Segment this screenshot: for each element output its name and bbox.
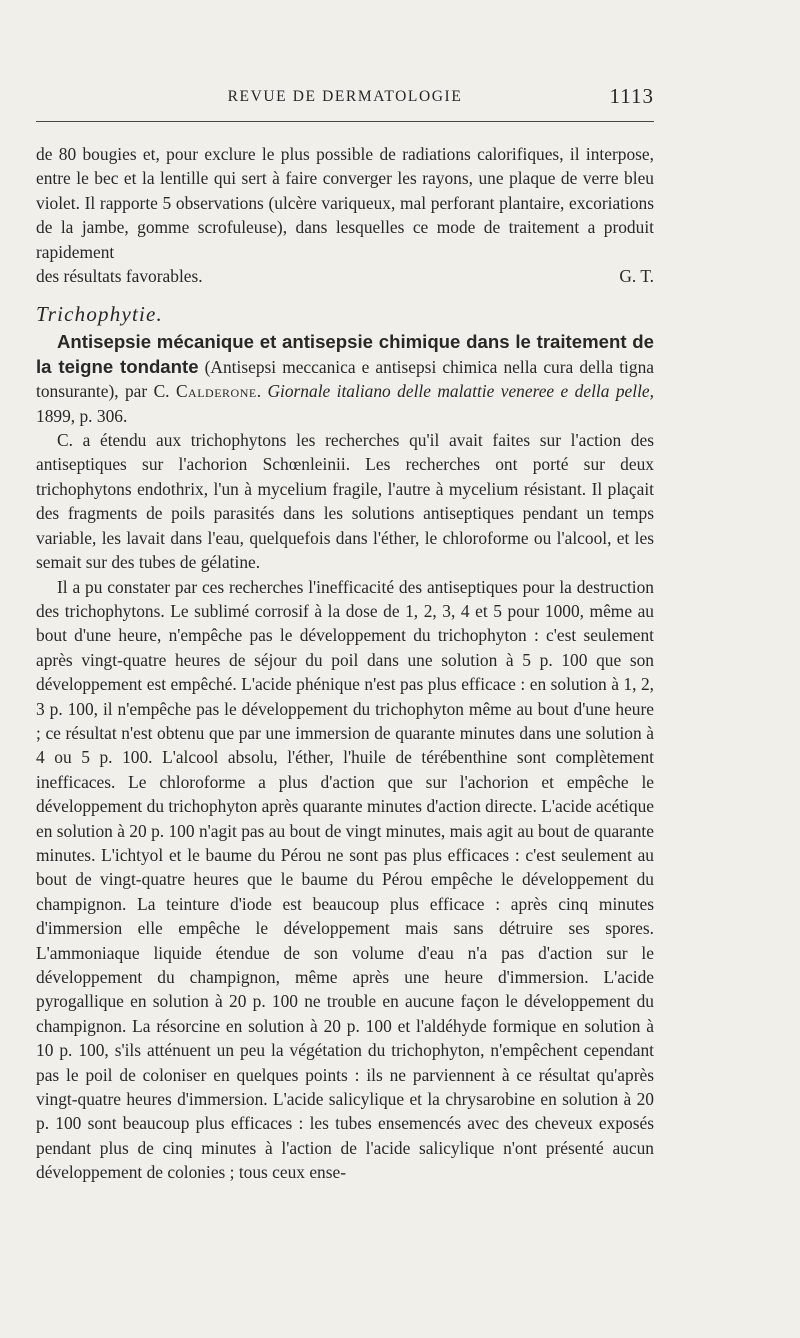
page-header — [36, 84, 654, 114]
intro-closing-line — [36, 264, 654, 288]
journal-name: Giornale italiano delle malattie veneree e della pelle, — [267, 381, 654, 402]
body-paragraph: Il a pu constater par ces recherches l'inefficacité des antiseptiques pour la destruction des trichophytons. Le sublimé corrosif à la dose de 1, 2, 3, 4 et 5 pour 1000, même au bout d'une heure, n'empêche pas le développement du trichophyton : c'est seulement après vingt-quatre heures de séjour du poil dans une solution à 5 p. 100 que son développement est empêché. L'acide phénique n'est pas plus efficace : en solution à 1, 2, 3 p. 100, il n'empêche pas le développement du trichophyton même au bout d'une heure ; ce résultat n'est obtenu que par une immersion de quarante minutes dans une solution à 4 ou 5 p. 100. L'alcool absolu, l'éther, l'huile de térébenthine sont complètement inefficaces. Le chloroforme a plus d'action que sur l'achorion et empêche le développement du trichophyton après quarante minutes d'action directe. L'acide acétique en solution à 20 p. 100 n'agit pas au bout de vingt minutes, mais agit au bout de quarante minutes. L'ichtyol et le baume du Pérou ne sont pas plus efficaces : c'est seulement au bout de vingt-quatre heures que le baume du Pérou empêche le développement du champignon. La teinture d'iode est beaucoup plus efficace : après cinq minutes d'immersion elle empêche le développement mais sans détruire ses spores. L'ammoniaque liquide étendue de son volume d'eau n'a pas d'action sur le développement du champignon, même après une heure d'immersion. L'acide pyrogallique en solution à 20 p. 100 ne trouble en aucune façon le développement du champignon. La résorcine en solution à 20 p. 100 et l'aldéhyde formique en solution à 10 p. 100, s'ils atténuent un peu la végétation du trichophyton, n'empêchent cependant pas le poil de coloniser en quelques points : ils ne parviennent à ce résultat qu'après vingt-quatre heures d'immersion. L'acide salicylique et la chrysarobine en solution à 20 p. 100 sont beaucoup plus efficaces : les tubes ensemencés avec des cheveux exposés pendant plus de cinq minutes à l'action de l'acide salicylique n'ont présenté aucun développement de colonies ; tous ceux ense- — [36, 576, 654, 1183]
section-heading: Trichophytie. — [36, 302, 164, 327]
article-reference: Antisepsie mécanique et antisepsie chimique dans le traitement de la teigne tondante (Antisepsi meccanica e antisepsi chimica nella cura della tigna tonsurante), par C. Calderone. Giornale italiano delle malattie veneree e della pelle, 1899, p. 306. — [36, 331, 654, 426]
article-title: Antisepsie mécanique et antisepsie chimique dans le traitement de la teigne tondante — [36, 331, 654, 377]
running-title: REVUE DE DERMATOLOGIE — [227, 88, 463, 105]
page-number: 1113 — [609, 84, 654, 108]
article-italian-title: (Antisepsi meccanica e antisepsi chimica nella cura della tigna tonsurante), par C. — [36, 356, 654, 402]
reviewer-signature: G. T. — [619, 266, 654, 287]
page-body — [36, 142, 654, 1185]
body-paragraph: C. a étendu aux trichophytons les recherches qu'il avait faites sur l'action des antiseptiques sur l'achorion Schœnleinii. Les recherches ont porté sur deux trichophytons endothrix, l'un à mycelium fragile, l'autre à mycelium résistant. Il plaçait des fragments de poils parasités dans les solutions antiseptiques pendant un temps variable, les lavait dans l'eau, quelquefois dans l'éther, le chloroforme ou l'alcool, et les semait sur des tubes de gélatine. — [36, 430, 654, 573]
intro-paragraph: de 80 bougies et, pour exclure le plus possible de radiations calorifiques, il interpose, entre le bec et la lentille qui sert à faire converger les rayons, une plaque de verre bleu violet. Il rapporte 5 observations (ulcère variqueux, mal perforant plantaire, excoriations de la jambe, gomme scrofuleuse), dans lesquelles ce mode de traitement a produit rapidement — [36, 144, 654, 262]
intro-last-line: des résultats favorables. — [36, 266, 203, 287]
header-rule — [36, 121, 654, 122]
journal-citation: 1899, p. 306. — [36, 405, 128, 426]
article-author: Calderone — [175, 381, 257, 402]
